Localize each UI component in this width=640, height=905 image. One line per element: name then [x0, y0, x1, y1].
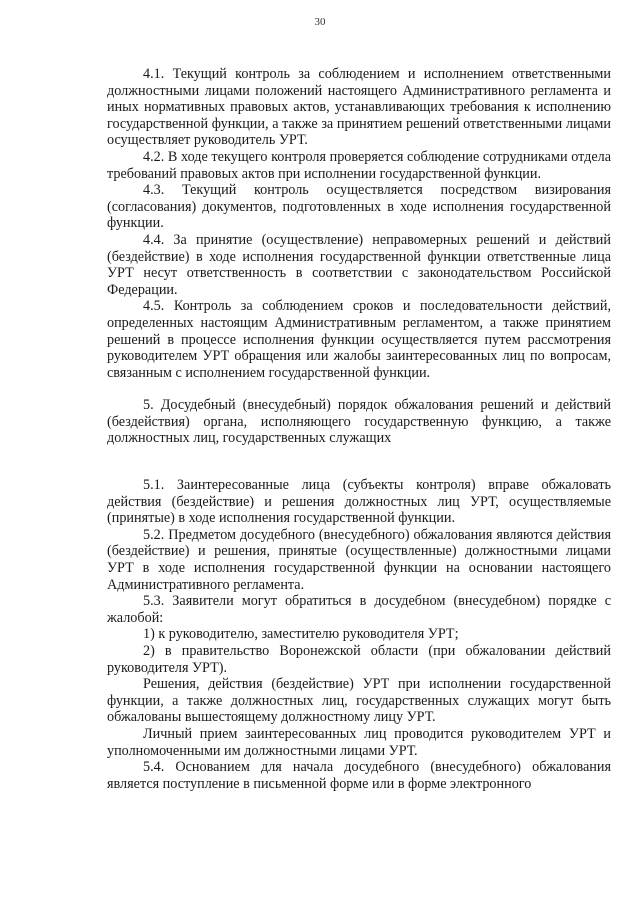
- document-body: [107, 66, 611, 792]
- paragraph-5-4: 5.4. Основанием для начала досудебного (внесудебного) обжалования является поступление в письменной форме или в форме электронного: [107, 759, 611, 792]
- paragraph-4-3: 4.3. Текущий контроль осуществляется посредством визирования (согласования) документов, подготовленных в ходе исполнения государственной функции.: [107, 182, 611, 232]
- paragraph-4-4: 4.4. За принятие (осуществление) неправомерных решений и действий (бездействие) в ходе исполнения государственной функции ответственные лица УРТ несут ответственность в соответствии с законодательством Российской Федерации.: [107, 231, 611, 298]
- section-gap: [107, 447, 611, 477]
- paragraph-personal-reception: Личный прием заинтересованных лиц проводится руководителем УРТ и уполномоченными им должностными лицами УРТ.: [107, 725, 611, 759]
- paragraph-5-1: 5.1. Заинтересованные лица (субъекты контроля) вправе обжаловать действия (бездействие) и решения должностных лиц УРТ, осуществляемые (принятые) в ходе исполнения государственной функции.: [107, 477, 611, 527]
- section-gap: [107, 381, 611, 397]
- section-5-title: 5. Досудебный (внесудебный) порядок обжалования решений и действий (бездействия) органа, исполняющего государственную функцию, а также должностных лиц, государственных служащих: [107, 397, 611, 447]
- page-number: 30: [314, 16, 326, 28]
- paragraph-4-2: 4.2. В ходе текущего контроля проверяется соблюдение сотрудниками отдела требований правовых актов при исполнении государственной функции.: [107, 148, 611, 182]
- paragraph-4-5: 4.5. Контроль за соблюдением сроков и последовательности действий, определенных настоящим Административным регламентом, а также принятием решений в процессе исполнения функции осуществляется путем рассмотрения руководителем УРТ обращения или жалобы заинтересованных лиц по вопросам, связанным с исполнением государственной функции.: [107, 298, 611, 381]
- list-item-2: 2) в правительство Воронежской области (при обжаловании действий руководителя УРТ).: [107, 643, 611, 676]
- list-item-1: 1) к руководителю, заместителю руководителя УРТ;: [143, 626, 459, 643]
- paragraph-5-2: 5.2. Предметом досудебного (внесудебного) обжалования являются действия (бездействие) и решения, принятые (осуществленные) должностными лицами УРТ в ходе исполнения государственной функции на основании настоящего Административного регламента.: [107, 526, 611, 593]
- paragraph-appeal-decisions: Решения, действия (бездействие) УРТ при исполнении государственной функции, а также должностных лиц, государственных служащих могут быть обжалованы вышестоящему должностному лицу УРТ.: [107, 676, 611, 726]
- paragraph-4-1: 4.1. Текущий контроль за соблюдением и исполнением ответственными должностными лицами положений настоящего Административного регламента и иных нормативных правовых актов, устанавливающих требования к исполнению государственной функции, а также за принятием решений ответственными лицами осуществляет руководитель УРТ.: [107, 66, 611, 149]
- paragraph-5-3: 5.3. Заявители могут обратиться в досудебном (внесудебном) порядке с жалобой:: [107, 593, 611, 626]
